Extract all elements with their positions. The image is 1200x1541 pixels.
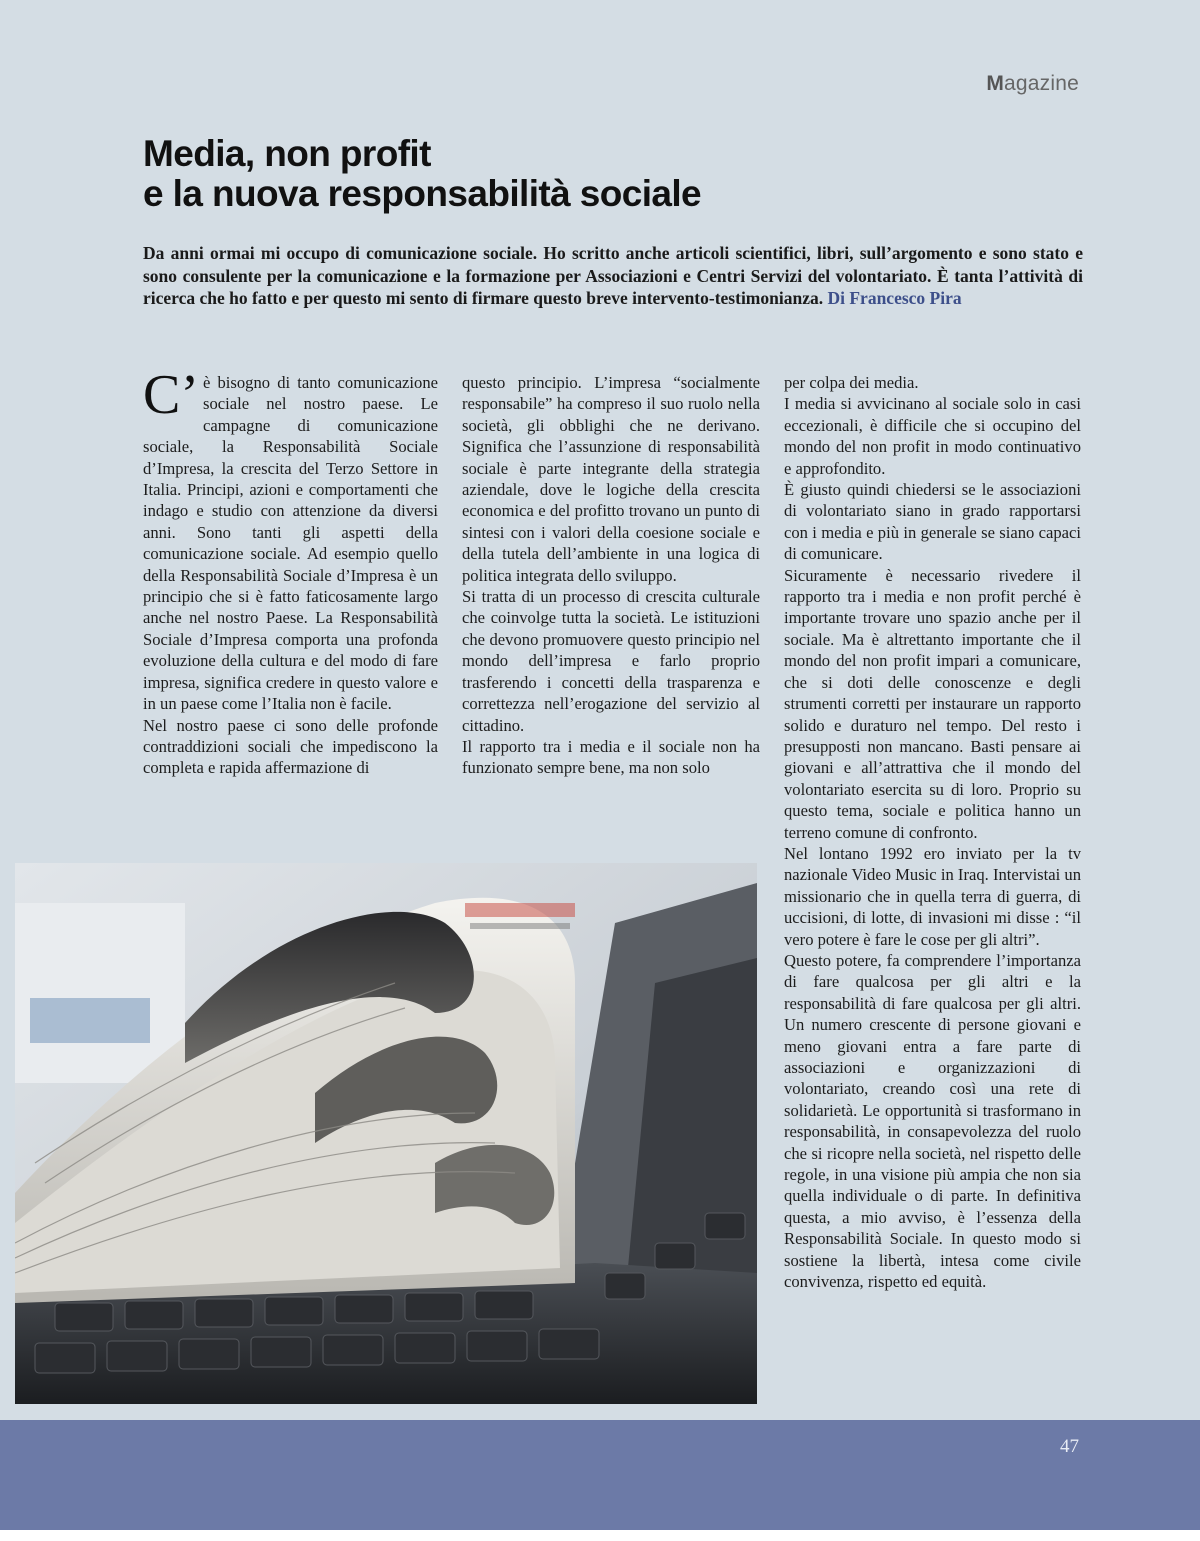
section-label: Magazine [986, 72, 1079, 95]
title-line-1: Media, non profit [143, 133, 431, 174]
article-lead [143, 242, 1083, 310]
paragraph: Il rapporto tra i media e il sociale non ha funzionato sempre bene, ma non solo [462, 736, 760, 778]
drop-cap: C’ [143, 364, 199, 426]
author-byline: Di Francesco Pira [827, 288, 962, 308]
text-column-2 [462, 372, 760, 779]
title-line-2: e la nuova responsabilità sociale [143, 173, 702, 214]
paragraph: Questo potere, fa comprendere l’importanza di fare qualcosa per gli altri e la responsabilità di fare qualcosa per gli altri. Un numero crescente di persone giovani e meno giovani entra a fare parte di associazioni e organizzazioni di volontariato, creando così una rete di solidarietà. Le opportunità si trasformano in responsabilità, in consapevolezza del ruolo che si ricopre nella società, nel rispetto delle regole, in una visione più ampia che non sia quella individuale o di parte. In definitiva questa, a mio avviso, è l’essenza della Responsabilità Sociale. In questo modo si sostiene la libertà, intesa come civile convivenza, rispetto ed equità. [784, 950, 1081, 1292]
paragraph: Nel nostro paese ci sono delle profonde contraddizioni sociali che impediscono la completa e rapida affermazione di [143, 715, 438, 778]
bottom-edge [0, 1530, 1200, 1541]
text-column-3 [784, 372, 1081, 1292]
paragraph: Sicuramente è necessario rivedere il rapporto tra i media e non profit perché è importante trovare uno spazio anche per il sociale. Ma è altrettanto importante che il mondo del non profit impari a comunicare, che si doti delle conoscenze e degli strumenti corretti per instaurare un rapporto solido e duraturo nel tempo. Del resto i presupposti non mancano. Basti pensare ai giovani e all’attrattiva che il mondo del volontariato esercita su di loro. Proprio su questo tema, sociale e politica hanno un terreno comune di confronto. [784, 565, 1081, 842]
paragraph: questo principio. L’impresa “socialmente responsabile” ha compreso il suo ruolo nella società, gli obblighi che ne derivano. Significa che l’assunzione di responsabilità sociale è parte integrante della strategia aziendale, dove le logiche della crescita economica e del profitto trovano un punto di sintesi con i valori della coesione sociale e della tutela dell’ambiente in una logica di politica integrata dello sviluppo. [462, 373, 760, 585]
paragraph: Si tratta di un processo di crescita culturale che coinvolge tutta la società. Le istituzioni che devono promuovere questo principio nel mondo dell’impresa e farlo proprio trasferendo i concetti della trasparenza e correttezza nell’erogazione del servizio al cittadino. [462, 587, 760, 735]
page-number: 47 [1060, 1436, 1079, 1457]
paragraph: I media si avvicinano al sociale solo in casi eccezionali, è difficile che si occupino del mondo del non profit in modo continuativo e approfondito. [784, 394, 1081, 478]
text-column-1 [143, 364, 438, 779]
paragraph: Nel lontano 1992 ero inviato per la tv nazionale Video Music in Iraq. Intervistai un missionario che in quella terra di guerra, di uccisioni, di lotte, di invasioni mi disse : “il vero potere è fare le cose per gli altri”. [784, 843, 1081, 949]
article-title [143, 134, 1083, 214]
newspapers-on-keyboard-photo [15, 863, 757, 1404]
paragraph: C’ è bisogno di tanto comunicazione sociale nel nostro paese. Le campagne di comunicazione sociale, la Responsabilità Sociale d’Impresa, la crescita del Terzo Settore in Italia. Principi, azioni e comportamenti che indago e studio con attenzione da diversi anni. Sono tanti gli aspetti della comunicazione sociale. Ad esempio quello della Responsabilità Sociale d’Impresa è un principio che si è fatto faticosamente largo anche nel nostro Paese. La Responsabilità Sociale d’Impresa comporta una profonda evoluzione della cultura e del modo di fare impresa, significa credere in questo valore e in un paese come l’Italia non è facile. [143, 364, 438, 714]
paragraph: per colpa dei media. [784, 373, 919, 392]
footer-band [0, 1420, 1200, 1530]
paragraph: È giusto quindi chiedersi se le associazioni di volontariato siano in grado rapportarsi con i media e più in generale se siano capaci di comunicare. [784, 480, 1081, 564]
lead-text: Da anni ormai mi occupo di comunicazione sociale. Ho scritto anche articoli scientifici, libri, sull’argomento e sono stato e sono consulente per la comunicazione e la formazione per Associazioni e Centri Servizi del volontariato. È tanta l’attività di ricerca che ho fatto e per questo mi sento di firmare questo breve intervento-testimonianza. [143, 243, 1083, 308]
